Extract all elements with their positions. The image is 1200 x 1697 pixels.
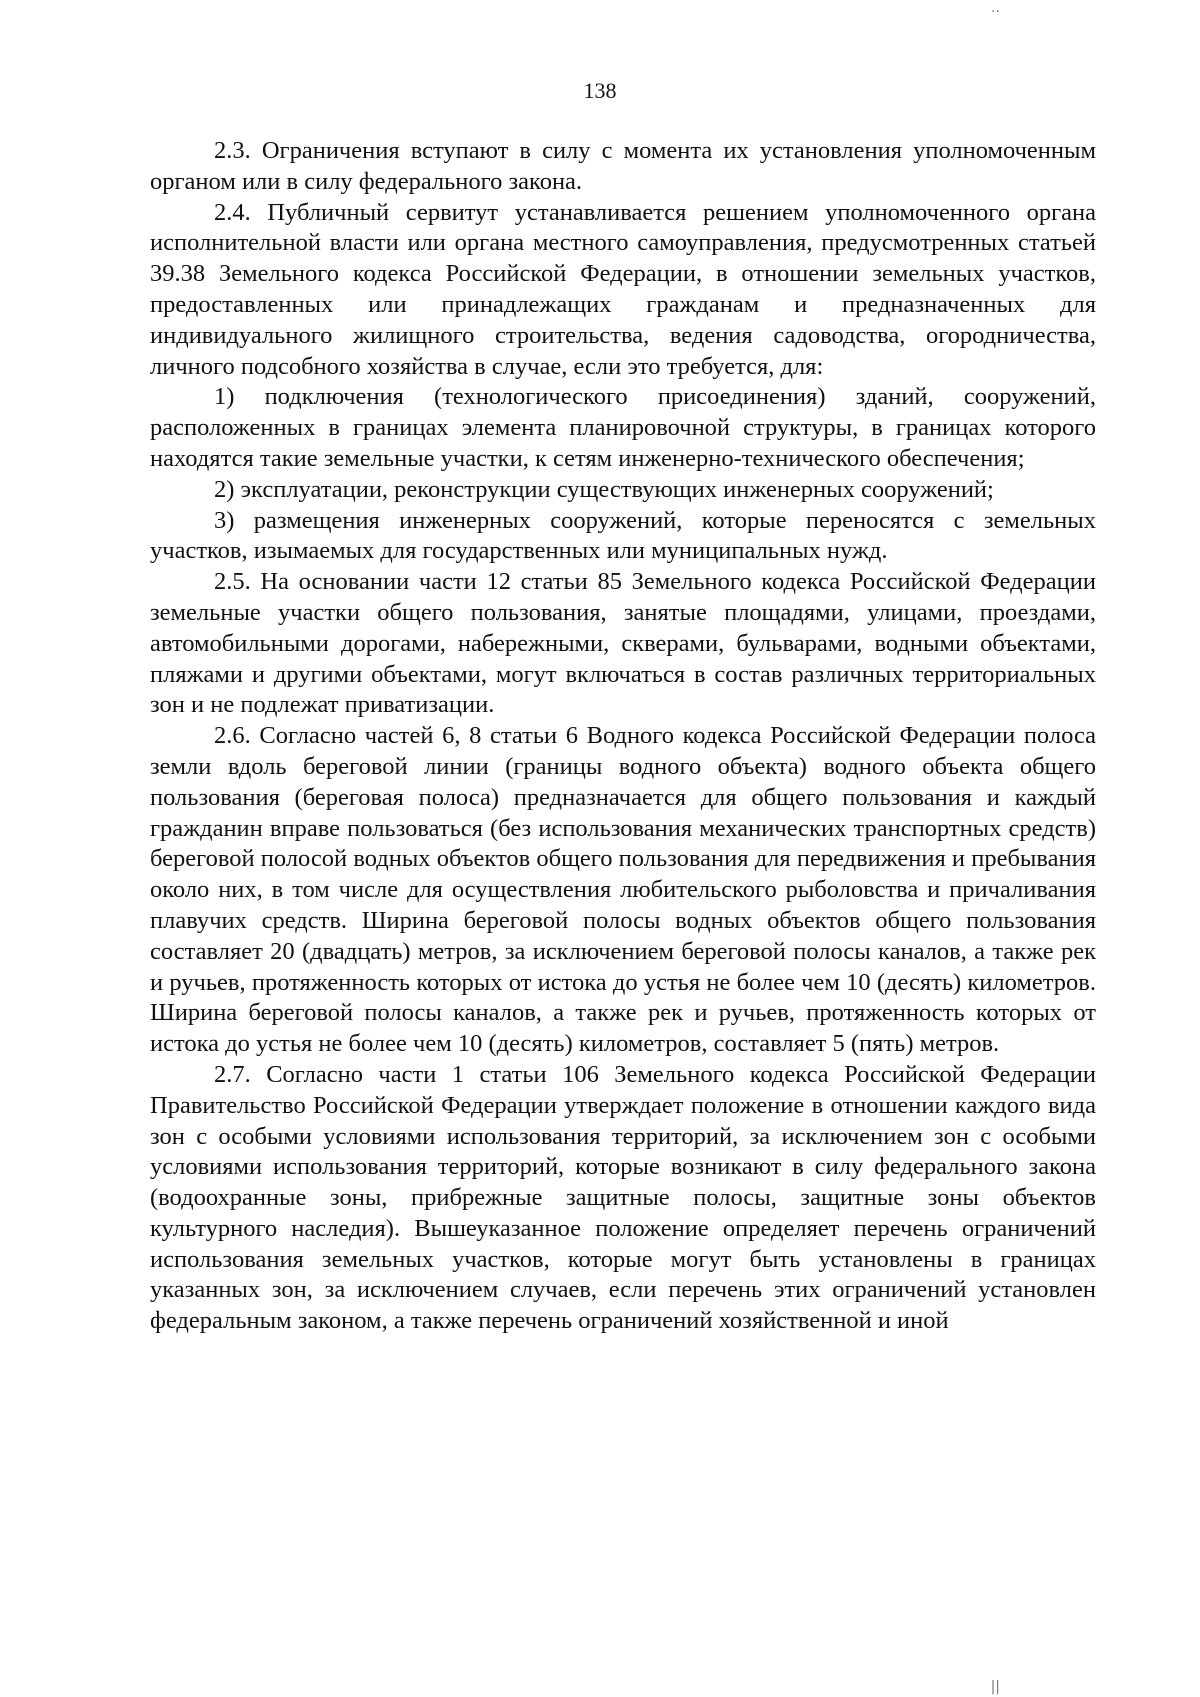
scan-artifact-bottom: ||	[990, 1679, 1000, 1695]
paragraph-2-6: 2.6. Согласно частей 6, 8 статьи 6 Водного кодекса Российской Федерации полоса земли вдоль береговой линии (границы водного объекта) водного объекта общего пользования (береговая полоса) предназначается для общего пользования и каждый гражданин вправе пользоваться (без использования механических транспортных средств) береговой полосой водных объектов общего пользования для передвижения и пребывания около них, в том числе для осуществления любительского рыболовства и причаливания плавучих средств. Ширина береговой полосы водных объектов общего пользования составляет 20 (двадцать) метров, за исключением береговой полосы каналов, а также рек и ручьев, протяженность которых от истока до устья не более чем 10 (десять) километров. Ширина береговой полосы каналов, а также рек и ручьев, протяженность которых от истока до устья не более чем 10 (десять) километров, составляет 5 (пять) метров.	[150, 722, 1096, 1058]
paragraph-2-5: 2.5. На основании части 12 статьи 85 Земельного кодекса Российской Федерации земельные участки общего пользования, занятые площадями, улицами, проездами, автомобильными дорогами, набережными, скверами, бульварами, водными объектами, пляжами и другими объектами, могут включаться в состав различных территориальных зон и не подлежат приватизации.	[150, 568, 1096, 719]
paragraph-2-4: 2.4. Публичный сервитут устанавливается решением уполномоченного органа исполнительной власти или органа местного самоуправления, предусмотренных статьей 39.38 Земельного кодекса Российской Федерации, в отношении земельных участков, предоставленных или принадлежащих гражданам и предназначенных для индивидуального жилищного строительства, ведения садоводства, огородничества, личного подсобного хозяйства в случае, если это требуется, для:	[150, 198, 1096, 380]
list-item-2: 2) эксплуатации, реконструкции существующих инженерных сооружений;	[214, 475, 994, 503]
scan-artifact-top: ..	[991, 0, 1000, 16]
list-item-3: 3) размещения инженерных сооружений, которые переносятся с земельных участков, изымаемых для государственных или муниципальных нужд.	[150, 506, 1096, 565]
paragraph-2-7: 2.7. Согласно части 1 статьи 106 Земельного кодекса Российской Федерации Правительство Российской Федерации утверждает положение в отношении каждого вида зон с особыми условиями использования территорий, за исключением зон с особыми условиями использования территорий, которые возникают в силу федерального закона (водоохранные зоны, прибрежные защитные полосы, защитные зоны объектов культурного наследия). Вышеуказанное положение определяет перечень ограничений использования земельных участков, которые могут быть установлены в границах указанных зон, за исключением случаев, если перечень этих ограничений установлен федеральным законом, а также перечень ограничений хозяйственной и иной	[150, 1060, 1096, 1335]
page-number: 138	[583, 78, 617, 103]
document-body	[150, 136, 1096, 1337]
paragraph-2-3: 2.3. Ограничения вступают в силу с момента их установления уполномоченным органом или в силу федерального закона.	[150, 137, 1096, 195]
list-item-1: 1) подключения (технологического присоединения) зданий, сооружений, расположенных в границах элемента планировочной структуры, в границах которого находятся такие земельные участки, к сетям инженерно-технического обеспечения;	[150, 383, 1096, 472]
